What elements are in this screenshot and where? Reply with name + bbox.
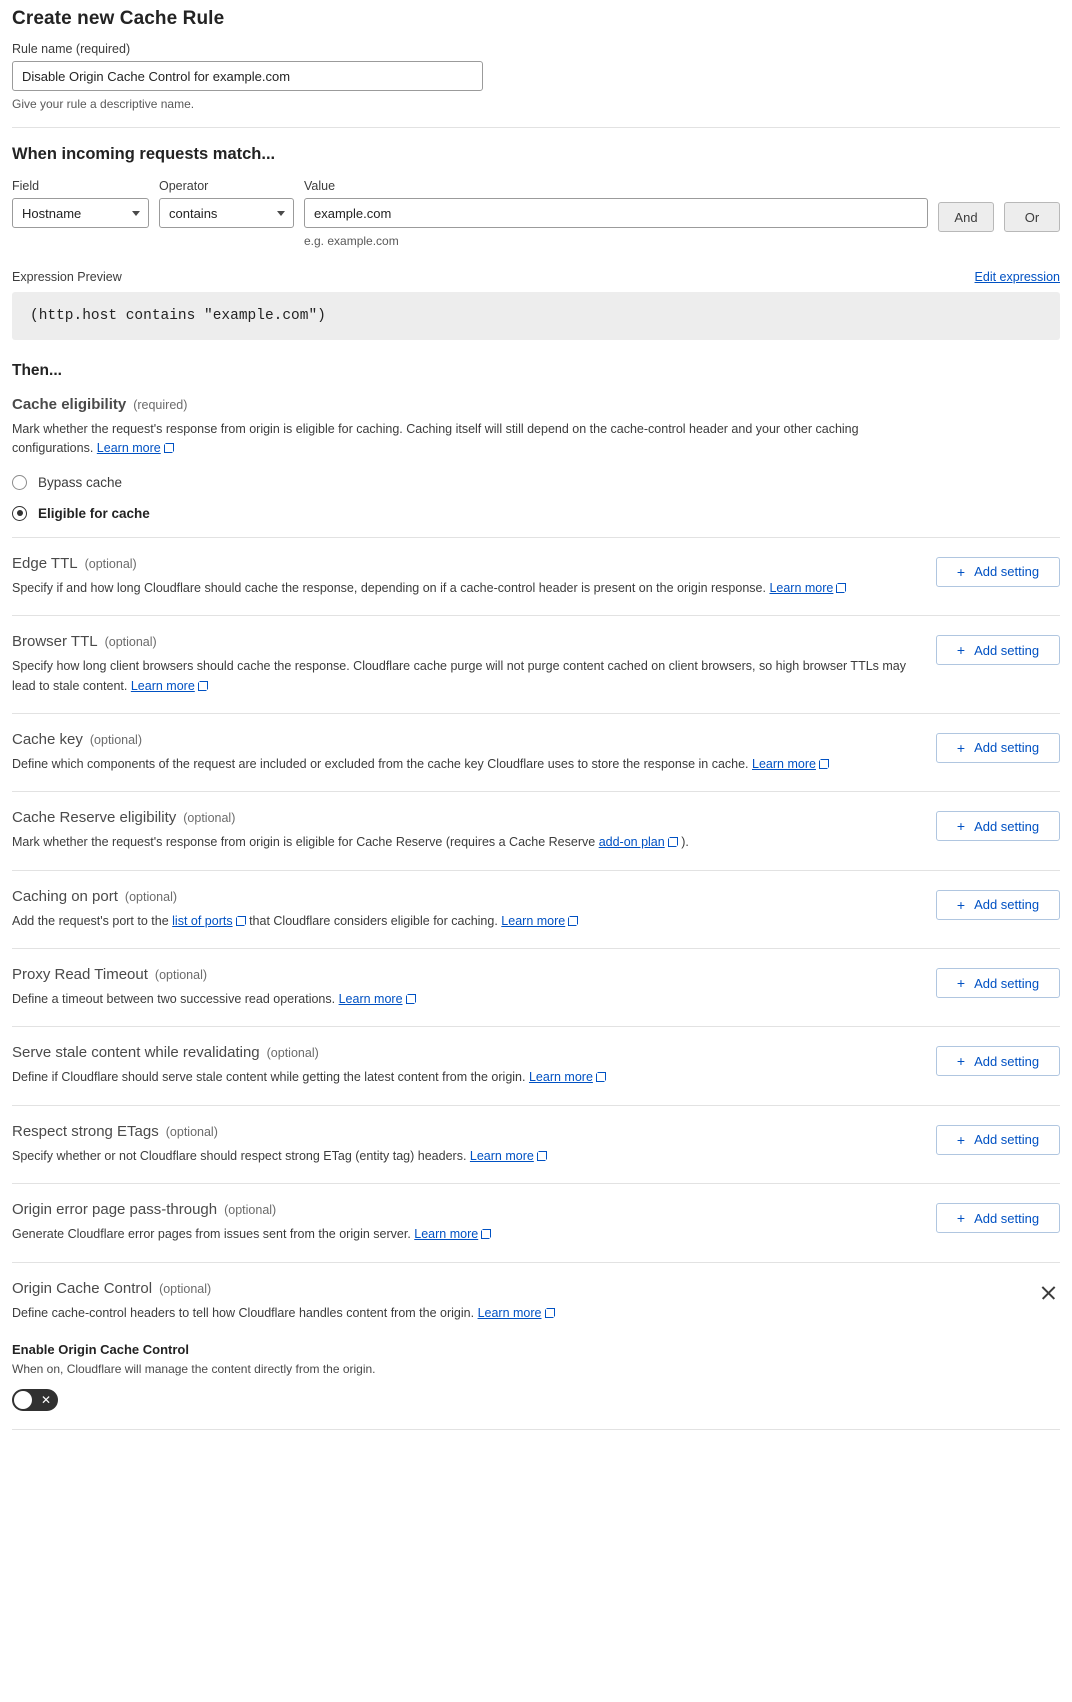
setting-optional: (optional) (165, 1124, 218, 1139)
learn-more-link[interactable]: Learn more (130, 678, 195, 693)
setting-cache-key (12, 713, 1060, 791)
add-on-plan-link[interactable]: add-on plan (598, 835, 665, 850)
add-setting-label: Add setting (974, 975, 1040, 991)
cache-eligibility-title (12, 396, 1060, 413)
external-link-icon (537, 1151, 547, 1161)
external-link-icon (236, 916, 246, 926)
setting-desc: Generate Cloudflare error pages from issues sent from the origin server. (12, 1227, 411, 1242)
setting-desc: Define which components of the request are included or excluded from the cache key Cloudflare uses to store the response in cache. (12, 756, 749, 771)
setting-edge-ttl (12, 537, 1060, 615)
setting-desc: Specify how long client browsers should cache the response. Cloudflare cache purge will not purge content cached on client browsers, so high browser TTLs may lead to stale content. (12, 659, 906, 693)
field-label: Field (12, 179, 40, 193)
plus-icon: + (956, 896, 966, 913)
edit-expression-link[interactable]: Edit expression (974, 270, 1060, 284)
value-label: Value (304, 179, 336, 193)
plus-icon: + (956, 1053, 966, 1070)
add-setting-label: Add setting (974, 642, 1040, 658)
setting-optional: (optional) (89, 732, 142, 747)
value-hint: e.g. example.com (304, 234, 399, 248)
section-name: Cache eligibility (12, 396, 127, 413)
learn-more-link[interactable]: Learn more (96, 441, 161, 456)
plus-icon: + (956, 975, 966, 991)
setting-optional: (optional) (266, 1046, 319, 1061)
or-button[interactable]: Or (1004, 202, 1060, 232)
external-link-icon (406, 994, 416, 1004)
add-setting-label: Add setting (974, 564, 1040, 580)
add-setting-label: Add setting (974, 1053, 1040, 1069)
setting-desc: Specify if and how long Cloudflare should cache the response, depending on if a cache-control header is present on the origin response. (12, 580, 766, 595)
plus-icon: + (956, 642, 966, 659)
add-setting-button[interactable] (936, 1125, 1060, 1155)
plus-icon: + (956, 818, 966, 835)
setting-serve-stale-content (12, 1026, 1060, 1104)
setting-origin-cache-control (12, 1262, 1060, 1415)
setting-optional: (optional) (154, 968, 208, 982)
match-heading: When incoming requests match... (12, 145, 276, 163)
setting-desc: Define if Cloudflare should serve stale content while getting the latest content from the origin. (12, 1070, 526, 1085)
close-icon[interactable] (1038, 1282, 1060, 1304)
setting-browser-ttl (12, 615, 1060, 713)
add-setting-button[interactable] (936, 635, 1060, 665)
external-link-icon (596, 1072, 606, 1082)
learn-more-link[interactable]: Learn more (414, 1227, 479, 1242)
enable-origin-cache-control-toggle[interactable] (12, 1389, 58, 1411)
setting-cache-reserve-eligibility (12, 791, 1060, 869)
setting-optional: (optional) (104, 635, 157, 650)
expression-preview: (http.host contains "example.com") (12, 292, 1060, 340)
toggle-off-icon: ✕ (40, 1392, 51, 1407)
add-setting-button[interactable] (936, 811, 1060, 841)
learn-more-link[interactable]: Learn more (752, 756, 816, 771)
external-link-icon (836, 583, 846, 593)
setting-desc: Define cache-control headers to tell how Cloudflare handles content from the origin. (12, 1305, 475, 1320)
operator-label: Operator (159, 179, 209, 193)
field-select-value: Hostname (22, 205, 82, 221)
setting-optional: (optional) (224, 1203, 277, 1218)
section-optional: (required) (133, 398, 188, 412)
chevron-down-icon (277, 211, 285, 216)
radio-label: Eligible for cache (38, 505, 150, 521)
external-link-icon (568, 916, 578, 926)
field-column (12, 179, 149, 228)
then-heading: Then... (12, 362, 62, 379)
plus-icon: + (956, 1131, 966, 1148)
setting-title: Serve stale content while revalidating (12, 1044, 260, 1062)
learn-more-link[interactable]: Learn more (769, 580, 834, 595)
learn-more-link[interactable]: Learn more (338, 992, 403, 1006)
expression-header (12, 270, 1060, 284)
chevron-down-icon (132, 211, 140, 216)
setting-optional: (optional) (84, 556, 137, 571)
radio-icon-selected (12, 506, 27, 521)
radio-bypass-cache[interactable] (12, 475, 1060, 490)
add-setting-button[interactable] (936, 890, 1060, 920)
external-link-icon (164, 443, 174, 453)
match-row (12, 179, 1060, 248)
external-link-icon (819, 759, 829, 769)
setting-title: Browser TTL (12, 633, 98, 651)
or-column (1004, 179, 1060, 232)
add-setting-label: Add setting (974, 1210, 1040, 1226)
add-setting-label: Add setting (974, 740, 1040, 756)
plus-icon: + (956, 1210, 966, 1227)
list-of-ports-link[interactable]: list of ports (172, 913, 233, 928)
operator-select[interactable] (159, 198, 294, 228)
divider (12, 1429, 1060, 1430)
setting-desc: Mark whether the request's response from origin is eligible for Cache Reserve (requires a Cache Reserve (12, 835, 596, 850)
enable-origin-cache-control-desc: When on, Cloudflare will manage the content directly from the origin. (12, 1361, 376, 1376)
add-setting-button[interactable] (936, 1046, 1060, 1076)
external-link-icon (668, 837, 678, 847)
setting-title: Caching on port (12, 887, 118, 905)
setting-desc: Specify whether or not Cloudflare should respect strong ETag (entity tag) headers. (12, 1148, 467, 1163)
external-link-icon (198, 681, 208, 691)
plus-icon: + (956, 563, 966, 580)
setting-caching-on-port (12, 870, 1060, 948)
setting-title: Edge TTL (12, 554, 78, 572)
plus-icon: + (956, 739, 966, 756)
setting-title: Respect strong ETags (12, 1122, 159, 1140)
expression-preview-label: Expression Preview (12, 270, 122, 284)
cache-eligibility-section (12, 396, 1060, 521)
setting-respect-strong-etags (12, 1105, 1060, 1183)
add-setting-label: Add setting (974, 1132, 1040, 1148)
toggle-knob (14, 1391, 32, 1409)
operator-select-value: contains (169, 205, 218, 221)
value-column (304, 179, 928, 248)
setting-title: Proxy Read Timeout (12, 966, 148, 983)
add-setting-button[interactable] (936, 733, 1060, 763)
setting-desc: Add the request's port to the (12, 913, 169, 928)
learn-more-link[interactable]: Learn more (477, 1305, 542, 1320)
rule-name-input[interactable] (12, 61, 483, 91)
enable-origin-cache-control-label: Enable Origin Cache Control (12, 1341, 189, 1357)
field-select[interactable] (12, 198, 149, 228)
setting-desc: Define a timeout between two successive read operations. (12, 992, 336, 1006)
value-input[interactable] (304, 198, 928, 228)
setting-proxy-read-timeout (12, 948, 1060, 1026)
add-setting-button[interactable] (936, 1203, 1060, 1233)
setting-title: Origin Cache Control (12, 1279, 153, 1297)
rule-name-label: Rule name (required) (12, 42, 131, 56)
setting-optional: (optional) (183, 811, 236, 826)
divider (12, 127, 1060, 128)
setting-desc-after: that Cloudflare considers eligible for caching. (249, 913, 498, 928)
radio-label: Bypass cache (38, 474, 123, 490)
setting-optional: (optional) (159, 1281, 212, 1296)
and-column (938, 179, 994, 232)
setting-title: Cache Reserve eligibility (12, 809, 177, 827)
setting-title: Cache key (12, 730, 83, 748)
learn-more-link[interactable]: Learn more (469, 1148, 534, 1163)
radio-icon (12, 475, 27, 490)
radio-eligible-for-cache[interactable] (12, 506, 1060, 521)
setting-optional: (optional) (124, 889, 178, 904)
and-button[interactable]: And (938, 202, 994, 232)
cache-eligibility-desc (12, 420, 942, 459)
setting-origin-error-page-pass-through (12, 1183, 1060, 1261)
add-setting-button[interactable] (936, 557, 1060, 587)
add-setting-label: Add setting (974, 818, 1040, 834)
add-setting-button[interactable] (936, 968, 1060, 998)
learn-more-link[interactable]: Learn more (528, 1070, 593, 1085)
learn-more-link[interactable]: Learn more (501, 913, 566, 928)
setting-title: Origin error page pass-through (12, 1201, 218, 1219)
rule-name-group (12, 42, 1060, 111)
external-link-icon (545, 1308, 555, 1318)
external-link-icon (481, 1229, 491, 1239)
setting-desc-after: ). (681, 835, 689, 850)
operator-column (159, 179, 294, 228)
page-title: Create new Cache Rule (12, 8, 225, 29)
rule-name-helper: Give your rule a descriptive name. (12, 97, 195, 111)
desc-text: Mark whether the request's response from origin is eligible for caching. Caching itself will still depend on the cache-control header and your other caching configurations. (12, 422, 859, 456)
add-setting-label: Add setting (974, 897, 1040, 913)
